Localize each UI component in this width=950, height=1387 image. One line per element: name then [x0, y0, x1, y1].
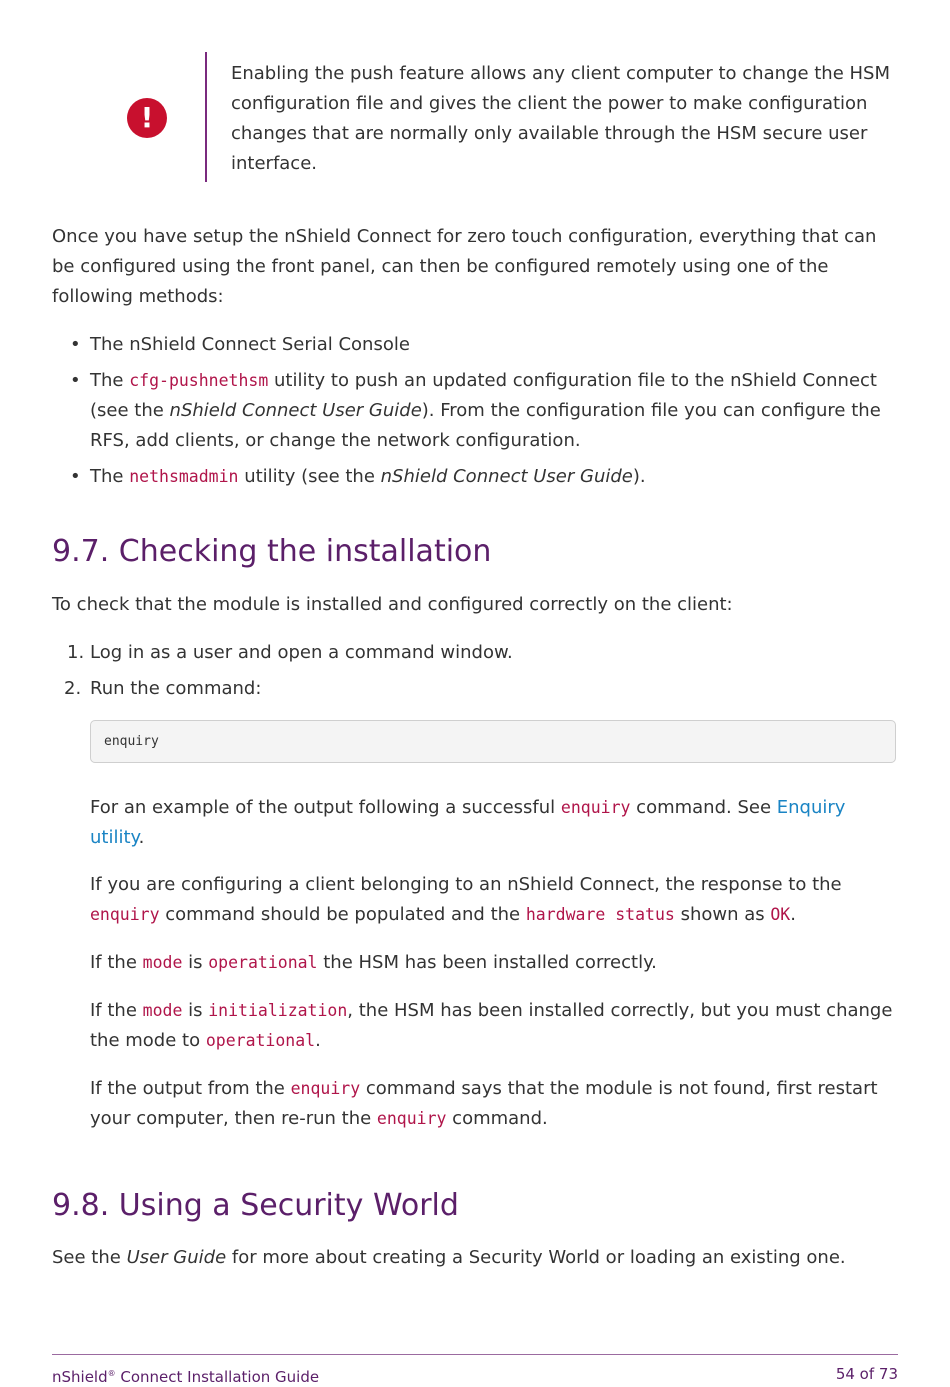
step-number: 2. [64, 678, 82, 699]
inline-code: enquiry [560, 798, 631, 817]
inline-code: operational [208, 953, 318, 972]
admonition-divider [205, 52, 207, 182]
step-text: Log in as a user and open a command window. [90, 642, 513, 663]
inline-code: hardware status [525, 905, 675, 924]
step-number: 1. [67, 642, 85, 663]
list-item: The cfg-pushnethsm utility to push an updated configuration file to the nShield Connect (see the nShield Connect User Guide). From the configuration file you can configure the RFS, add clients, or change the network configuration. [90, 370, 881, 451]
bullet-icon: • [70, 370, 81, 391]
operational-paragraph: If the mode is operational the HSM has been installed correctly. [90, 952, 657, 973]
security-world-paragraph: See the User Guide for more about creating a Security World or loading an existing one. [52, 1247, 846, 1268]
inline-code: OK [770, 905, 791, 924]
inline-code: cfg-pushnethsm [129, 371, 269, 390]
enquiry-utility-link[interactable]: Enquiry utility [90, 797, 846, 848]
footer-page-number: 54 of 73 [835, 1365, 898, 1383]
example-paragraph: For an example of the output following a successful enquiry command. See Enquiry utility. [90, 797, 846, 848]
inline-code: nethsmadmin [129, 467, 239, 486]
bullet-icon: • [70, 466, 81, 487]
inline-code: enquiry [290, 1079, 361, 1098]
not-found-paragraph: If the output from the enquiry command says that the module is not found, first restart your computer, then re-run the enquiry command. [90, 1078, 878, 1129]
section-heading: 9.7. Checking the installation [52, 534, 492, 569]
warning-admonition [120, 52, 900, 182]
step-text: Run the command: [90, 678, 262, 699]
code-block [90, 720, 896, 763]
bullet-icon: • [70, 334, 81, 355]
inline-code: enquiry [90, 905, 160, 924]
section-intro: To check that the module is installed and configured correctly on the client: [52, 594, 733, 615]
list-item: The nethsmadmin utility (see the nShield Connect User Guide). [90, 466, 646, 487]
response-paragraph: If you are configuring a client belonging to an nShield Connect, the response to the enquiry command should be populated and the hardware status shown as OK. [90, 874, 842, 925]
inline-code: mode [142, 1001, 183, 1020]
inline-code: initialization [208, 1001, 348, 1020]
code-block-text: enquiry [104, 734, 159, 749]
section-heading: 9.8. Using a Security World [52, 1188, 459, 1223]
footer-divider [52, 1354, 898, 1355]
intro-paragraph: Once you have setup the nShield Connect for zero touch configuration, everything that can be configured using the front panel, can then be configured remotely using one of the following methods: [52, 226, 877, 307]
warning-text: Enabling the push feature allows any client computer to change the HSM configuration file and gives the client the power to make configuration changes that are normally only available through the HSM secure user interface. [231, 63, 890, 174]
inline-code: mode [142, 953, 183, 972]
inline-code: operational [205, 1031, 316, 1050]
list-item: The nShield Connect Serial Console [90, 334, 410, 355]
initialization-paragraph: If the mode is initialization, the HSM has been installed correctly, but you must change the mode to operational. [90, 1000, 893, 1051]
footer-document-title: nShield® Connect Installation Guide [52, 1368, 320, 1386]
inline-code: enquiry [376, 1109, 447, 1128]
exclamation-circle-icon: ! [127, 98, 167, 138]
